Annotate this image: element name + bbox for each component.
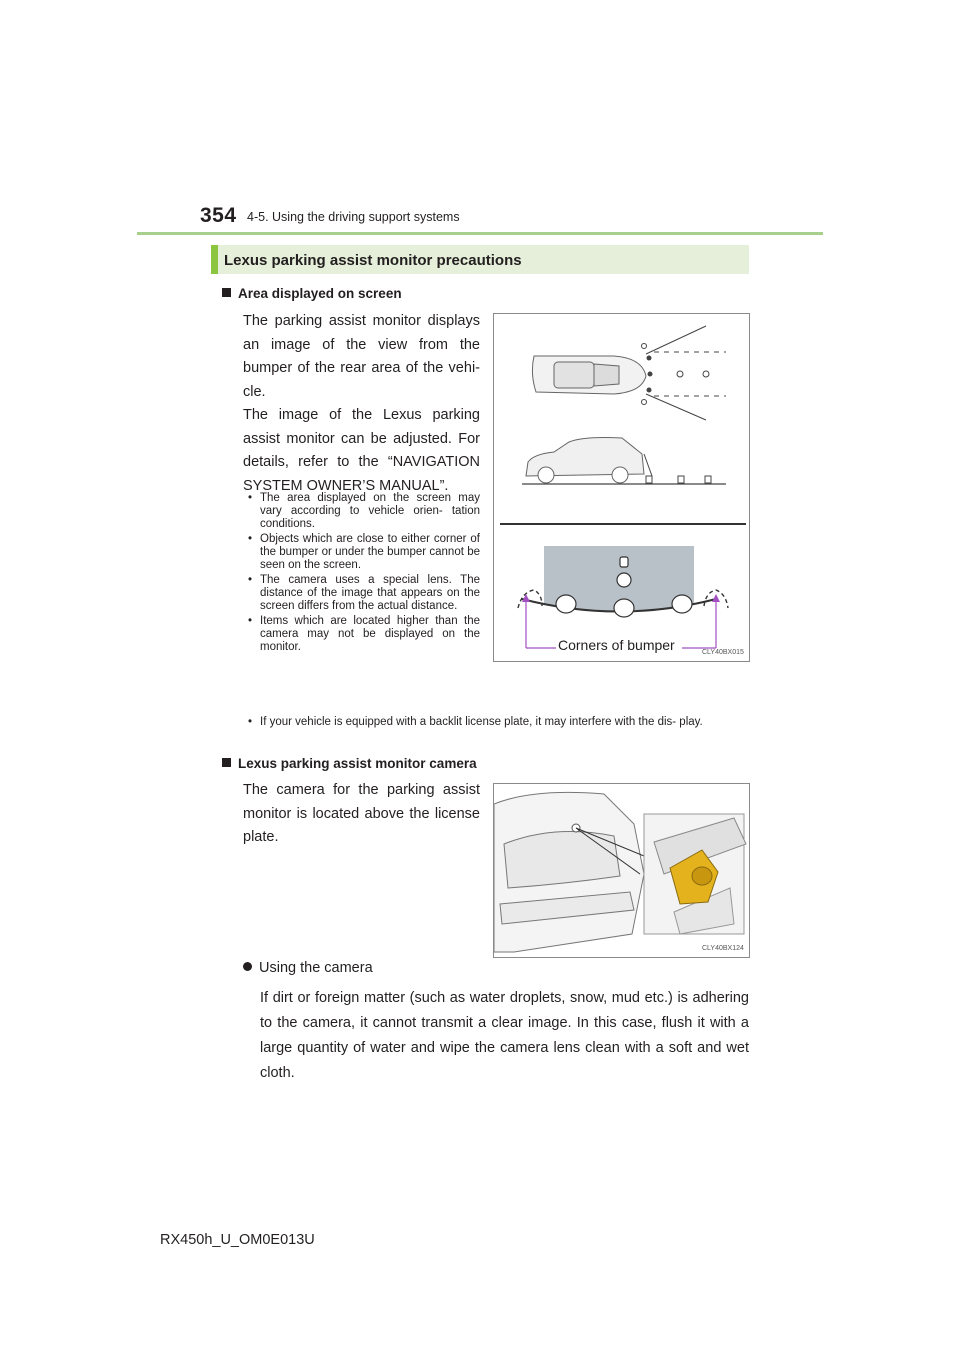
car-rear-view: [494, 792, 644, 952]
header-divider: [137, 232, 823, 235]
point-body: If dirt or foreign matter (such as water droplets, snow, mud etc.) is adhering to the camera, it cannot transmit a clear image. In this case, flush it with a large quantity of water and wipe the camera lens clean with a soft and wet cloth.: [260, 990, 749, 1081]
model-code-footer: RX450h_U_OM0E013U: [160, 1232, 315, 1248]
bullet-text: Objects which are close to either corner of the bumper or under the bumper cannot be seen on the screen.: [260, 533, 480, 571]
point-title: Using the camera: [259, 960, 373, 976]
monitor-view: [518, 546, 728, 632]
bullet-dot-icon: •: [248, 574, 253, 586]
car-side-view: [526, 438, 644, 484]
display-area-illustration: [494, 314, 749, 661]
area-bullet-wide: [245, 716, 749, 731]
figure-code: CLY40BX015: [702, 649, 744, 656]
bullet-text: The camera uses a special lens. The distance of the image that appears on the screen differs from the actual distance.: [260, 574, 480, 612]
page-number: 354: [200, 204, 237, 227]
square-bullet-icon: [222, 758, 231, 767]
car-top-view: [532, 356, 646, 394]
bullet-text: The area displayed on the screen may vary according to vehicle orien- tation conditions.: [260, 492, 480, 530]
area-paragraph-2: The image of the Lexus parking assist monitor can be adjusted. For details, refer to the “NAVIGATION SYSTEM OWNER’S MANUAL”.: [243, 407, 480, 494]
topic-accent-bar: [211, 245, 218, 274]
area-heading-text: Area displayed on screen: [238, 286, 402, 301]
list-item: [245, 533, 480, 572]
display-area-figure: [493, 313, 750, 662]
point-heading: [243, 960, 373, 976]
bullet-dot-icon: •: [248, 716, 253, 728]
round-bullet-icon: [243, 962, 252, 971]
list-item: [245, 574, 480, 613]
list-item: [245, 492, 480, 531]
area-heading: [222, 286, 402, 301]
bullet-dot-icon: •: [248, 492, 253, 504]
sensor-dots-top: [647, 356, 653, 393]
bullet-text: Items which are located higher than the camera may not be displayed on the monitor.: [260, 615, 480, 653]
square-bullet-icon: [222, 288, 231, 297]
bullet-dot-icon: •: [248, 533, 253, 545]
topic-title: Lexus parking assist monitor precautions: [224, 252, 522, 269]
callout-label: Corners of bumper: [558, 637, 675, 653]
list-item: [245, 615, 480, 654]
camera-location-figure: [493, 783, 750, 958]
figure-code: CLY40BX124: [702, 945, 744, 952]
section-breadcrumb: 4-5. Using the driving support systems: [247, 210, 460, 224]
camera-heading-text: Lexus parking assist monitor camera: [238, 756, 477, 771]
camera-heading: [222, 756, 477, 771]
area-bullet-list: [245, 492, 480, 656]
area-paragraph-1: The parking assist monitor displays an image of the view from the bumper of the rear area of the vehi- cle.: [243, 313, 480, 400]
camera-illustration: [494, 784, 749, 957]
bullet-text: If your vehicle is equipped with a backlit license plate, it may interfere with the dis- play.: [260, 716, 703, 728]
list-item: [245, 716, 749, 729]
camera-closeup: [644, 814, 746, 934]
camera-paragraph: The camera for the parking assist monitor is located above the license plate.: [243, 782, 480, 845]
bullet-dot-icon: •: [248, 615, 253, 627]
